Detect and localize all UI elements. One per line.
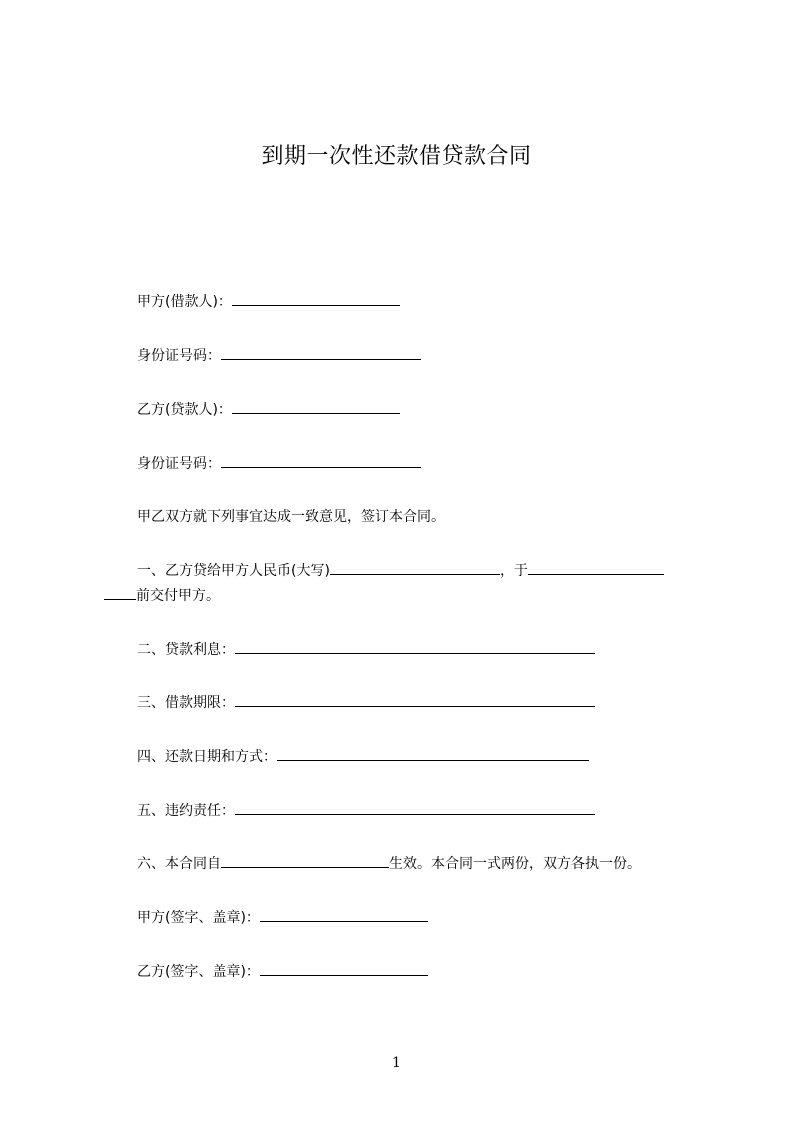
clause-3-line bbox=[137, 692, 595, 713]
effective-date-blank[interactable] bbox=[221, 853, 389, 868]
sign-b-label: 乙方(签字、盖章)： bbox=[137, 964, 260, 980]
clause-5-line bbox=[137, 800, 595, 821]
sign-a-label: 甲方(签字、盖章)： bbox=[137, 910, 260, 926]
sign-a-blank[interactable] bbox=[260, 907, 428, 922]
party-a-name-blank[interactable] bbox=[232, 291, 400, 306]
clause-4-line bbox=[137, 746, 589, 767]
party-b-id-line bbox=[137, 453, 421, 474]
party-a-id-label: 身份证号码： bbox=[137, 348, 221, 364]
party-b-name-blank[interactable] bbox=[232, 399, 400, 414]
clause-1-suffix: 前交付甲方。 bbox=[136, 588, 220, 604]
sign-a-line bbox=[137, 907, 428, 928]
page-number: 1 bbox=[392, 1055, 401, 1071]
interest-blank[interactable] bbox=[235, 639, 595, 654]
party-a-label: 甲方(借款人)： bbox=[137, 294, 232, 310]
delivery-date-blank[interactable] bbox=[528, 560, 664, 575]
loan-term-blank[interactable] bbox=[235, 692, 595, 707]
clause-2-label: 二、贷款利息： bbox=[137, 642, 235, 658]
clause-3-label: 三、借款期限： bbox=[137, 695, 235, 711]
agreement-intro: 甲乙双方就下列事宜达成一致意见，签订本合同。 bbox=[137, 509, 445, 525]
clause-2-line bbox=[137, 639, 595, 660]
party-b-id-blank[interactable] bbox=[221, 453, 421, 468]
party-b-id-label: 身份证号码： bbox=[137, 456, 221, 472]
liability-blank[interactable] bbox=[235, 800, 595, 815]
clause-6-prefix: 六、本合同自 bbox=[137, 856, 221, 872]
clause-6-suffix: 生效。本合同一式两份，双方各执一份。 bbox=[389, 856, 641, 872]
sign-b-blank[interactable] bbox=[260, 961, 428, 976]
party-b-label: 乙方(贷款人)： bbox=[137, 402, 232, 418]
repayment-blank[interactable] bbox=[277, 746, 589, 761]
document-title: 到期一次性还款借贷款合同 bbox=[261, 144, 532, 169]
clause-5-label: 五、违约责任： bbox=[137, 803, 235, 819]
delivery-date-blank-continued[interactable] bbox=[104, 585, 136, 600]
clause-1-prefix: 一、乙方贷给甲方人民币(大写) bbox=[137, 563, 330, 579]
party-b-line bbox=[137, 399, 400, 420]
sign-b-line bbox=[137, 961, 428, 982]
clause-1-line-2 bbox=[104, 585, 220, 606]
clause-6-line bbox=[137, 853, 641, 874]
loan-amount-blank[interactable] bbox=[330, 560, 500, 575]
party-a-id-line bbox=[137, 345, 421, 366]
party-a-line bbox=[137, 291, 400, 312]
clause-1-middle: ，于 bbox=[499, 563, 528, 579]
clause-4-label: 四、还款日期和方式： bbox=[137, 749, 277, 765]
clause-1-line-1 bbox=[137, 560, 664, 581]
party-a-id-blank[interactable] bbox=[221, 345, 421, 360]
